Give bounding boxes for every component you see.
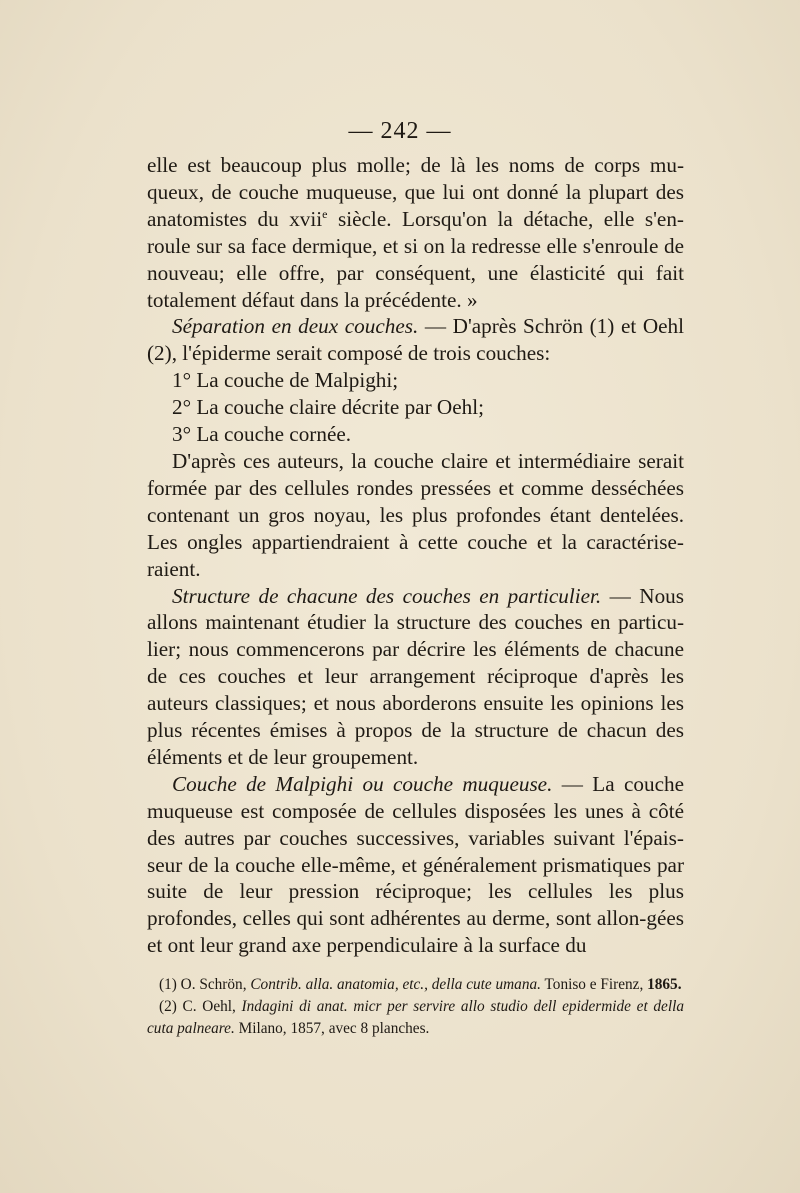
body-text [147,152,684,959]
footnote-title: Indagini di anat. micr per servire allo studio dell epidermide et della cuta palneare. [147,998,684,1037]
footnote-text: (1) O. Schrön, [159,976,251,993]
paragraph-couche-malpighi [147,771,684,959]
superscript: e [322,206,328,221]
footnote-year: 1865. [647,976,682,993]
paragraph-text: — Nous allons maintenant étudier la structure des couches en particu-lier; nous commencerons par décrire les éléments de chacune de ces couches et leur arrangement réciproque d'après les auteurs classiques; et nous aborderons ensuite les opinions les plus récentes émises à propos de la structure de chacun des éléments et de leur groupement. [147,583,684,769]
paragraph-text: — D'après Schrön (1) et Oehl (2), l'épiderme serait composé de trois couches: [147,314,685,366]
paragraph-authors: D'après ces auteurs, la couche claire et intermédiaire serait formée par des cellules rondes pressées et comme desséchées contenant un gros noyau, les plus profondes étant dentelées. Les ongles appartiendraient à cette couche et la caractérise-raient. [147,448,684,581]
section-heading-malpighi: Couche de Malpighi ou couche muqueuse. [172,771,553,796]
paragraph-structure [147,583,684,771]
paragraph-continuation [147,152,684,313]
section-heading-separation: Séparation en deux couches. [172,314,419,339]
paragraph-separation [147,313,684,367]
footnote-text: (2) C. Oehl, [159,998,242,1015]
paragraph-text: siècle. Lorsqu'on la détache, elle s'en-roule sur sa face dermique, et si on la redresse elle s'enroule de nouveau; elle offre, par conséquent, une élasticité qui fait totalement défaut dans la précédente. » [147,206,684,312]
list-item: 2° La couche claire décrite par Oehl; [172,395,484,420]
footnote-text: Milano, 1857, avec 8 planches. [234,1020,430,1037]
footnote-title: Contrib. alla. anatomia, etc., della cute umana. [250,976,541,993]
paragraph-text: — La couche muqueuse est composée de cellules disposées les unes à côté des autres par couches successives, variables suivant l'épais-seur de la couche elle-même, et généralement prismatiques par suite de leur pression réciproque; les cellules les plus profondes, celles qui sont adhérentes au derme, sont allon-gées et ont leur grand axe perpendiculaire à la surface du [147,771,684,958]
footnote-text: Toniso e Firenz, [540,976,648,993]
list-item: 3° La couche cornée. [172,422,352,447]
footnote-2 [147,996,684,1040]
paragraph-text: elle est beaucoup plus molle; de là les noms de corps mu-queux, de couche muqueuse, que lui ont donné la plupart des anatomistes du xvii [147,153,684,231]
footnotes [147,974,684,1040]
section-heading-structure: Structure de chacune des couches en particulier. [172,583,602,608]
footnote-1 [147,974,684,996]
page-number: — 242 — [348,118,452,144]
list-item: 1° La couche de Malpighi; [172,368,399,393]
